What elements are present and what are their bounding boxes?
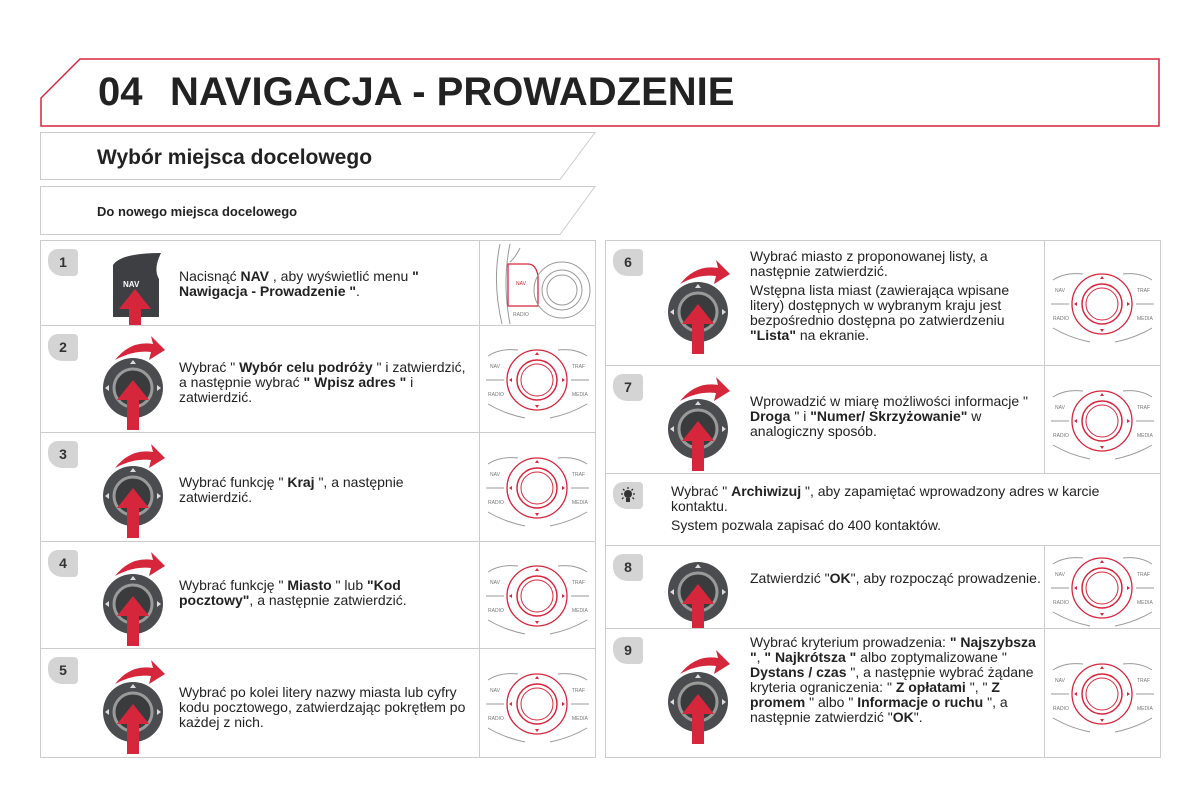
step-text xyxy=(179,475,471,509)
step-row xyxy=(40,325,596,433)
panel-radio-label: RADIO xyxy=(488,716,504,722)
bold-term: Dystans / czas xyxy=(750,664,847,680)
text-segment: i zatwierdzić. xyxy=(179,374,414,405)
text-segment: Zatwierdzić " xyxy=(750,570,830,586)
panel-traf-label: TRAF xyxy=(572,688,586,694)
control-panel-illustration xyxy=(479,241,595,325)
text-segment: Wybrać funkcję " xyxy=(179,577,288,593)
control-panel-illustration xyxy=(479,326,595,432)
text-segment: " albo " xyxy=(805,694,858,710)
control-panel-illustration xyxy=(1044,366,1160,473)
rotate-arrow-icon xyxy=(115,660,165,684)
text-segment: , xyxy=(756,649,765,665)
panel-nav-label: NAV xyxy=(490,472,500,478)
step-text xyxy=(750,394,1042,443)
step-text xyxy=(671,484,1141,537)
panel-nav-label: NAV xyxy=(1055,678,1065,684)
knob-illustration xyxy=(101,654,171,759)
step-paragraph xyxy=(750,394,1042,439)
panel-nav-label: NAV xyxy=(1055,572,1065,578)
step-text xyxy=(179,269,471,303)
panel-media-label: MEDIA xyxy=(572,716,588,722)
step-row xyxy=(605,628,1161,758)
control-panel-illustration xyxy=(479,542,595,648)
panel-nav-label: NAV xyxy=(490,688,500,694)
panel-media-label: MEDIA xyxy=(1137,316,1153,322)
step-text xyxy=(750,635,1042,729)
step-row xyxy=(605,365,1161,474)
panel-radio-label: RADIO xyxy=(488,608,504,614)
text-segment: w analogiczny sposób. xyxy=(750,408,982,439)
control-panel-illustration xyxy=(479,649,595,757)
knob-illustration xyxy=(101,438,171,543)
bold-term: OK xyxy=(892,709,914,725)
bold-term: NAV xyxy=(240,268,269,284)
panel-media-label: MEDIA xyxy=(1137,600,1153,606)
step-row xyxy=(40,648,596,758)
text-segment: ", a następnie zatwierdzić " xyxy=(750,694,1008,725)
bold-term: Miasto xyxy=(287,577,332,593)
step-text xyxy=(179,578,471,612)
step-paragraph xyxy=(179,269,471,299)
text-segment: Wybrać miasto z proponowanej listy, a następnie zatwierdzić. xyxy=(750,248,988,279)
step-number-badge: 8 xyxy=(613,554,643,581)
text-segment: ", a następnie zatwierdzić. xyxy=(179,474,404,505)
text-segment: ". xyxy=(913,709,923,725)
text-segment: Wybrać funkcję " xyxy=(179,474,288,490)
lightbulb-icon xyxy=(613,482,643,509)
step-text xyxy=(750,249,1042,347)
chapter-header xyxy=(40,58,1160,127)
step-number-badge: 5 xyxy=(48,657,78,684)
panel-traf-label: TRAF xyxy=(572,580,586,586)
step-paragraph xyxy=(750,283,1042,343)
step-paragraph xyxy=(750,249,1042,279)
step-paragraph xyxy=(179,475,471,505)
text-segment: Nacisnąć xyxy=(179,268,241,284)
bold-term: Kraj xyxy=(287,474,315,490)
control-panel-illustration xyxy=(479,433,595,541)
step-number-badge: 3 xyxy=(48,441,78,468)
step-number-badge: 4 xyxy=(48,550,78,577)
panel-media-label: MEDIA xyxy=(572,392,588,398)
text-segment: Wybrać " xyxy=(671,483,732,499)
rotate-arrow-icon xyxy=(115,336,165,360)
panel-media-label: MEDIA xyxy=(1137,432,1153,439)
panel-radio-label: RADIO xyxy=(1053,706,1069,712)
step-number-badge: 7 xyxy=(613,374,643,401)
step-number-badge: 9 xyxy=(613,637,643,664)
bold-term: OK xyxy=(829,570,851,586)
panel-traf-label: TRAF xyxy=(1137,404,1151,411)
bold-term: Wybór celu podróży xyxy=(239,359,373,375)
panel-traf-label: TRAF xyxy=(1137,288,1151,294)
knob-illustration xyxy=(666,371,736,476)
knob-illustration xyxy=(101,546,171,651)
bold-term: Z opłatami xyxy=(895,679,966,695)
rotate-arrow-icon xyxy=(680,650,730,674)
text-segment: , a następnie zatwierdzić. xyxy=(249,592,407,608)
step-text xyxy=(179,360,471,409)
subsection-title: Do nowego miejsca docelowego xyxy=(97,204,298,219)
control-panel-illustration xyxy=(1044,629,1160,757)
knob-illustration xyxy=(666,534,736,639)
step-paragraph xyxy=(179,578,471,608)
text-segment: Wybrać " xyxy=(179,359,240,375)
step-number-badge: 2 xyxy=(48,334,78,361)
text-segment: " i zatwierdzić, a następnie wybrać xyxy=(179,359,466,390)
bold-term: Archiwizuj xyxy=(731,483,802,499)
text-segment: na ekranie. xyxy=(795,327,870,343)
panel-media-label: MEDIA xyxy=(572,500,588,506)
panel-radio-label: RADIO xyxy=(1053,432,1069,439)
step-number-badge: 6 xyxy=(613,249,643,276)
rotate-arrow-icon xyxy=(115,552,165,576)
step-paragraph xyxy=(671,484,1141,514)
panel-traf-label: TRAF xyxy=(572,472,586,478)
bold-term: " Nawigacja - Prowadzenie " xyxy=(179,268,419,299)
bold-term: "Lista" xyxy=(750,327,796,343)
text-segment: ", aby zapamiętać wprowadzony adres w karcie kontaktu. xyxy=(671,483,1100,514)
panel-traf-label: TRAF xyxy=(572,364,586,370)
bold-term: " Wpisz adres " xyxy=(303,374,407,390)
bold-term: Informacje o ruchu xyxy=(857,694,984,710)
text-segment: " i xyxy=(790,408,811,424)
panel-nav-label: NAV xyxy=(1055,288,1065,294)
control-panel-illustration xyxy=(1044,546,1160,628)
panel-media-label: MEDIA xyxy=(1137,706,1153,712)
text-segment: albo zoptymalizowane " xyxy=(856,649,1007,665)
panel-traf-label: TRAF xyxy=(1137,572,1151,578)
bold-term: " Najkrótsza " xyxy=(764,649,857,665)
bold-term: "Kod pocztowy" xyxy=(179,577,401,608)
panel-nav-label: NAV xyxy=(490,364,500,370)
step-paragraph xyxy=(179,360,471,405)
knob-illustration xyxy=(666,644,736,749)
subsection-header xyxy=(40,186,596,235)
step-number-badge: 1 xyxy=(48,249,78,276)
step-row xyxy=(605,240,1161,366)
rotate-arrow-icon xyxy=(680,260,730,284)
step-row xyxy=(40,541,596,649)
bold-term: Droga xyxy=(750,408,791,424)
step-paragraph xyxy=(750,635,1042,725)
text-segment: , aby wyświetlić menu xyxy=(269,268,413,284)
panel-nav-label: NAV xyxy=(516,281,526,287)
text-segment: Wstępna lista miast (zawierająca wpisane litery) dostępnych w wybranym kraju jest bezpośrednio dostępna po zatwierdzeniu xyxy=(750,282,1010,328)
knob-illustration xyxy=(101,330,171,435)
panel-nav-label: NAV xyxy=(1055,404,1065,411)
chapter-title: NAVIGACJA - PROWADZENIE xyxy=(170,70,735,114)
bold-term: Z promem xyxy=(750,679,1000,710)
panel-traf-label: TRAF xyxy=(1137,678,1151,684)
text-segment: ", " xyxy=(965,679,992,695)
rotate-arrow-icon xyxy=(115,444,165,468)
text-segment: ", a następnie wybrać żądane kryteria ograniczenia: " xyxy=(750,664,1034,695)
section-header xyxy=(40,132,596,180)
step-row xyxy=(605,545,1161,629)
step-row xyxy=(40,432,596,542)
step-paragraph xyxy=(671,518,1141,533)
section-title: Wybór miejsca docelowego xyxy=(97,146,373,169)
step-row xyxy=(40,240,596,326)
rotate-arrow-icon xyxy=(680,377,730,401)
text-segment: Wprowadzić w miarę możliwości informacje " xyxy=(750,393,1029,409)
step-text xyxy=(750,571,1042,590)
text-segment: ", aby rozpocząć prowadzenie. xyxy=(850,570,1041,586)
panel-radio-label: RADIO xyxy=(1053,600,1069,606)
step-text xyxy=(179,685,471,734)
text-segment: Wybrać kryterium prowadzenia: xyxy=(750,634,950,650)
bold-term: "Numer/ Skrzyżowanie" xyxy=(810,408,968,424)
panel-radio-label: RADIO xyxy=(488,392,504,398)
step-paragraph xyxy=(179,685,471,730)
text-segment: Wybrać po kolei litery nazwy miasta lub cyfry kodu pocztowego, zatwierdzając pokrętłem po każdej z nich. xyxy=(179,684,466,730)
text-segment: System pozwala zapisać do 400 kontaktów. xyxy=(671,517,942,533)
panel-media-label: MEDIA xyxy=(572,608,588,614)
text-segment: " lub xyxy=(331,577,367,593)
bold-term: " Najszybsza " xyxy=(750,634,1036,665)
panel-nav-label: NAV xyxy=(490,580,500,586)
nav-button-label: NAV xyxy=(123,280,140,289)
panel-radio-label: RADIO xyxy=(513,312,529,318)
text-segment: . xyxy=(356,283,360,299)
step-paragraph xyxy=(750,571,1042,586)
knob-illustration xyxy=(666,254,736,359)
panel-radio-label: RADIO xyxy=(488,500,504,506)
chapter-number: 04 xyxy=(98,70,143,114)
panel-radio-label: RADIO xyxy=(1053,316,1069,322)
control-panel-illustration xyxy=(1044,241,1160,365)
